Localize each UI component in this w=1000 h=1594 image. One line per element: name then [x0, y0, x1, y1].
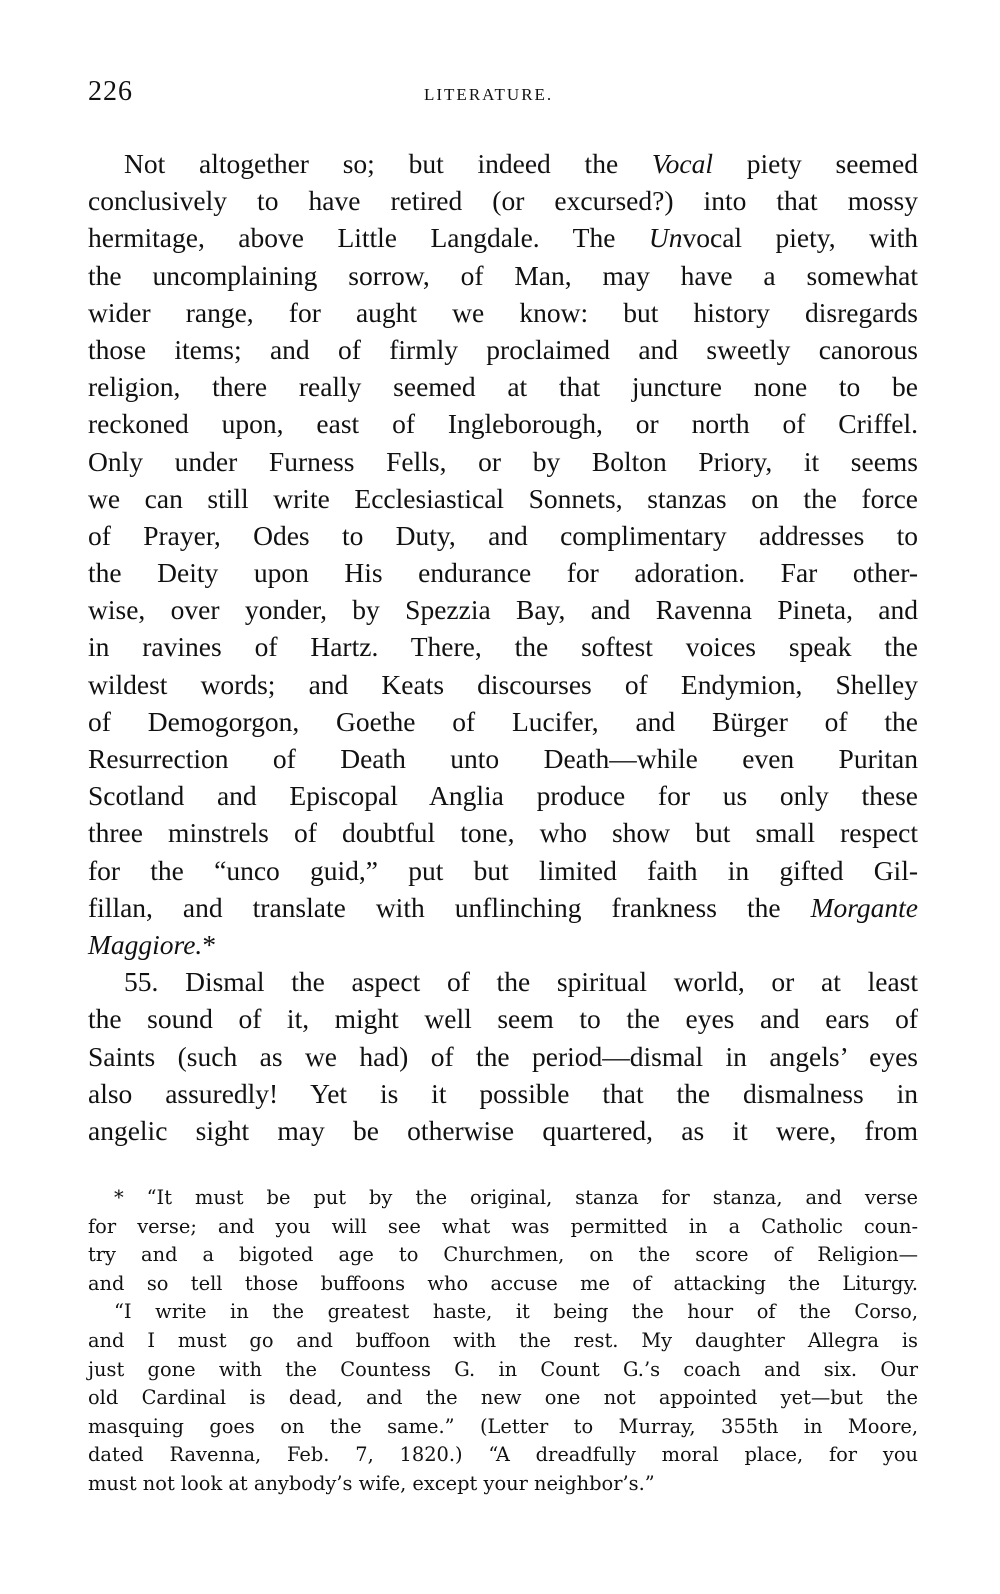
text-line: Only under Furness Fells, or by Bolton Priory, it seems: [88, 445, 918, 477]
running-head: LITERATURE.: [424, 85, 554, 104]
text-line: the Deity upon His endurance for adoration. Far other-: [88, 557, 918, 589]
footnote-line: “I write in the greatest haste, it being the hour of the Corso,: [114, 1300, 918, 1324]
text-line: angelic sight may be otherwise quartered, as it were, from: [88, 1114, 918, 1146]
text-line: of Prayer, Odes to Duty, and complimentary addresses to: [88, 519, 918, 551]
text-line: wildest words; and Keats discourses of Endymion, Shelley: [88, 668, 918, 700]
text-line: fillan, and translate with unflinching frankness the Morgante: [88, 891, 918, 923]
footnote: [88, 1184, 918, 1499]
paragraph-55-start: 55. Dismal the aspect of the spiritual world, or at least: [124, 966, 918, 998]
text-line: religion, there really seemed at that juncture none to be: [88, 371, 918, 403]
footnote-line: old Cardinal is dead, and the new one not appointed yet—but the: [88, 1386, 918, 1410]
footnote-line: * “It must be put by the original, stanza for stanza, and verse: [114, 1186, 918, 1209]
footnote-line: masquing goes on the same.” (Letter to Murray, 355th in Moore,: [88, 1414, 918, 1438]
footnote-marker: *: [202, 928, 217, 960]
text-line: Not altogether so; but indeed the Vocal piety seemed: [124, 148, 919, 179]
text-line: hermitage, above Little Langdale. The Unvocal piety, with: [88, 222, 918, 254]
footnote-line: dated Ravenna, Feb. 7, 1820.) “A dreadfully moral place, for you: [88, 1443, 918, 1467]
text-line: the sound of it, might well seem to the eyes and ears of: [88, 1003, 918, 1035]
text-line: Resurrection of Death unto Death—while even Puritan: [88, 743, 918, 774]
text-line: for the “unco guid,” put but limited faith in gifted Gil-: [88, 854, 918, 886]
page-header: [88, 76, 918, 112]
body-text: [88, 145, 918, 1149]
text-line: Maggiore.*: [88, 928, 217, 960]
text-line: we can still write Ecclesiastical Sonnets, stanzas on the force: [88, 482, 918, 514]
text-line: three minstrels of doubtful tone, who show but small respect: [88, 817, 918, 849]
text-line: the uncomplaining sorrow, of Man, may have a somewhat: [88, 259, 918, 291]
footnote-line: try and a bigoted age to Churchmen, on the score of Religion—: [88, 1243, 918, 1267]
text-line: Saints (such as we had) of the period—dismal in angels’ eyes: [88, 1040, 918, 1072]
text-line: wider range, for aught we know: but history disregards: [88, 296, 918, 328]
text-line: also assuredly! Yet is it possible that the dismalness in: [88, 1077, 918, 1109]
footnote-line: and so tell those buffoons who accuse me of attacking the Liturgy.: [88, 1271, 918, 1295]
text-line: conclusively to have retired (or excursed?) into that mossy: [88, 185, 918, 217]
text-line: in ravines of Hartz. There, the softest voices speak the: [88, 631, 918, 663]
footnote-line: just gone with the Countess G. in Count G.’s coach and six. Our: [88, 1357, 918, 1381]
text-line: wise, over yonder, by Spezzia Bay, and Ravenna Pineta, and: [88, 594, 918, 626]
footnote-line: for verse; and you will see what was permitted in a Catholic coun-: [88, 1214, 918, 1238]
footnote-line: and I must go and buffoon with the rest. My daughter Allegra is: [88, 1328, 918, 1352]
footnote-line: must not look at anybody’s wife, except your neighbor’s.”: [88, 1471, 655, 1495]
text-line: those items; and of firmly proclaimed and sweetly canorous: [88, 333, 918, 365]
text-line: Scotland and Episcopal Anglia produce for us only these: [88, 780, 918, 812]
text-line: reckoned upon, east of Ingleborough, or north of Criffel.: [88, 408, 918, 440]
text-line: of Demogorgon, Goethe of Lucifer, and Bürger of the: [88, 705, 918, 737]
page-number: 226: [88, 76, 133, 107]
